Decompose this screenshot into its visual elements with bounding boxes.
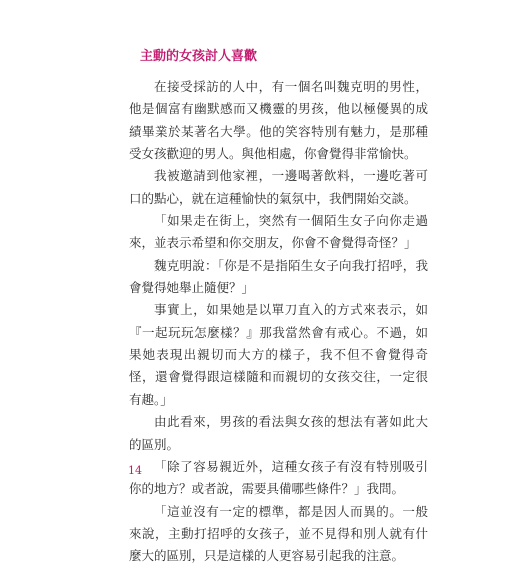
body-text bbox=[129, 76, 428, 568]
section-heading: 主動的女孩討人喜歡 bbox=[140, 49, 258, 64]
paragraph: 我被邀請到他家裡，一邊喝著飲料，一邊吃著可口的點心，就在這種愉快的氣氛中，我們開始交談。 bbox=[129, 168, 428, 206]
page-number: 14 bbox=[128, 464, 142, 477]
paragraph: 「如果走在街上，突然有一個陌生女子向你走過來，並表示希望和你交朋友，你會不會覺得奇怪？」 bbox=[129, 213, 428, 251]
paragraph: 在接受採訪的人中，有一個名叫魏克明的男性，他是個富有幽默感而又機靈的男孩，他以極優異的成績畢業於某著名大學。他的笑容特別有魅力，是那種受女孩歡迎的男人。與他相處，你會覺得非常愉快。 bbox=[129, 79, 428, 162]
paragraph: 「這並沒有一定的標準，都是因人而異的。一般來說，主動打招呼的女孩子，並不見得和別人就有什麼大的區別，只是這樣的人更容易引起我的注意。 bbox=[129, 503, 428, 564]
paragraph: 事實上，如果她是以單刀直入的方式來表示，如『一起玩玩怎麼樣？』那我當然會有戒心。不過，如果她表現出親切而大方的樣子，我不但不會覺得奇怪，還會覺得跟這樣隨和而親切的女孩交往，一定很有趣。」 bbox=[129, 302, 428, 407]
paragraph: 由此看來，男孩的看法與女孩的想法有著如此大的區別。 bbox=[129, 414, 428, 452]
paragraph: 「除了容易親近外，這種女孩子有沒有特別吸引你的地方？或者說，需要具備哪些條件？」我問。 bbox=[129, 458, 428, 497]
paragraph: 魏克明說：「你是不是指陌生女子向我打招呼，我會覺得她舉止隨便？」 bbox=[129, 257, 428, 296]
